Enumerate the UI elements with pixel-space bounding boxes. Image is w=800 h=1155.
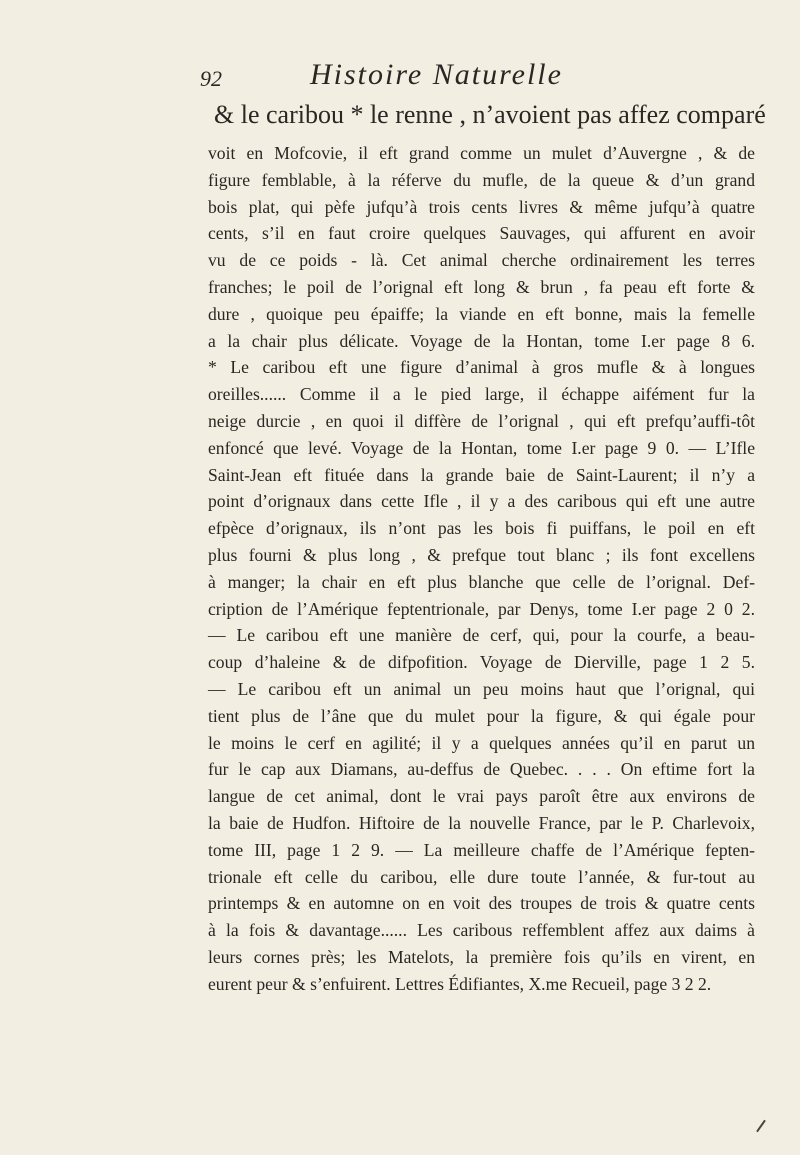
text-line: le moins le cerf en agilité; il y a quelques années qu’il en parut un bbox=[208, 732, 755, 753]
text-line: Saint-Jean eft fituée dans la grande baie de Saint-Laurent; il n’y a bbox=[208, 464, 755, 485]
text-line: printemps & en automne on en voit des troupes de trois & quatre cents bbox=[208, 893, 755, 914]
text-line: neige durcie , en quoi il diffère de l’orignal , qui eft prefqu’auffi-tôt bbox=[208, 410, 755, 431]
text-line: oreilles...... Comme il a le pied large, il échappe aifément fur la bbox=[208, 384, 755, 405]
text-line: enfoncé que levé. Voyage de la Hontan, tome I.er page 9 0. — L’Ifle bbox=[208, 437, 755, 458]
text-line: cents, s’il en faut croire quelques Sauvages, qui affurent en avoir bbox=[208, 223, 755, 244]
text-line: — Le caribou eft un animal un peu moins haut que l’orignal, qui bbox=[208, 678, 755, 699]
text-line: * Le caribou eft une figure d’animal à gros mufle & à longues bbox=[208, 357, 755, 378]
text-line: point d’orignaux dans cette Ifle , il y a des caribous qui eft une autre bbox=[208, 491, 755, 512]
continuation-line: & le caribou * le renne , n’avoient pas affez comparé bbox=[214, 100, 766, 129]
text-line: eurent peur & s’enfuirent. Lettres Édifiantes, X.me Recueil, page 3 2 2. bbox=[208, 973, 712, 994]
text-line: — Le caribou eft une manière de cerf, qui, pour la courfe, a beau- bbox=[208, 625, 755, 646]
page-number: 92 bbox=[200, 66, 222, 91]
text-line: leurs cornes près; les Matelots, la première fois qu’ils en virent, en bbox=[208, 946, 755, 967]
footnote-text bbox=[208, 140, 755, 998]
text-line: tient plus de l’âne que du mulet pour la figure, & qui égale pour bbox=[208, 705, 755, 726]
text-line: trionale eft celle du caribou, elle dure toute l’année, & fur-tout au bbox=[208, 866, 755, 887]
text-line: franches; le poil de l’orignal eft long & brun , fa peau eft forte & bbox=[208, 276, 755, 297]
text-line: a la chair plus délicate. Voyage de la Hontan, tome I.er page 8 6. bbox=[208, 330, 755, 351]
text-line: plus fourni & plus long , & prefque tout blanc ; ils font excellens bbox=[208, 544, 755, 565]
page-header bbox=[200, 56, 650, 96]
text-line: cription de l’Amérique feptentrionale, par Denys, tome I.er page 2 0 2. bbox=[208, 598, 755, 619]
text-line: à la fois & davantage...... Les caribous reffemblent affez aux daims à bbox=[208, 920, 755, 941]
text-line: langue de cet animal, dont le vrai pays paroît être aux environs de bbox=[208, 786, 755, 807]
text-line: bois plat, qui pèfe jufqu’à trois cents livres & même jufqu’à quatre bbox=[208, 196, 755, 217]
running-title: Histoire Naturelle bbox=[310, 58, 563, 91]
text-line: tome III, page 1 2 9. — La meilleure chaffe de l’Amérique fepten- bbox=[208, 839, 755, 860]
text-line: efpèce d’orignaux, ils n’ont pas les bois fi puiffans, le poil en eft bbox=[208, 518, 755, 539]
text-line: à manger; la chair en eft plus blanche que celle de l’orignal. Def- bbox=[208, 571, 755, 592]
text-line: la baie de Hudfon. Hiftoire de la nouvelle France, par le P. Charlevoix, bbox=[208, 812, 755, 833]
text-line: figure femblable, à la réferve du mufle, de la queue & d’un grand bbox=[208, 169, 755, 190]
text-line: fur le cap aux Diamans, au-deffus de Quebec. . . . On eftime fort la bbox=[208, 759, 755, 780]
text-line: voit en Mofcovie, il eft grand comme un mulet d’Auvergne , & de bbox=[208, 143, 755, 163]
text-line: dure , quoique peu épaiffe; la viande en eft bonne, mais la femelle bbox=[208, 303, 755, 324]
text-line: vu de ce poids - là. Cet animal cherche ordinairement les terres bbox=[208, 250, 755, 271]
text-line: coup d’haleine & de difpofition. Voyage de Dierville, page 1 2 5. bbox=[208, 652, 755, 673]
ink-mark bbox=[756, 1120, 766, 1133]
